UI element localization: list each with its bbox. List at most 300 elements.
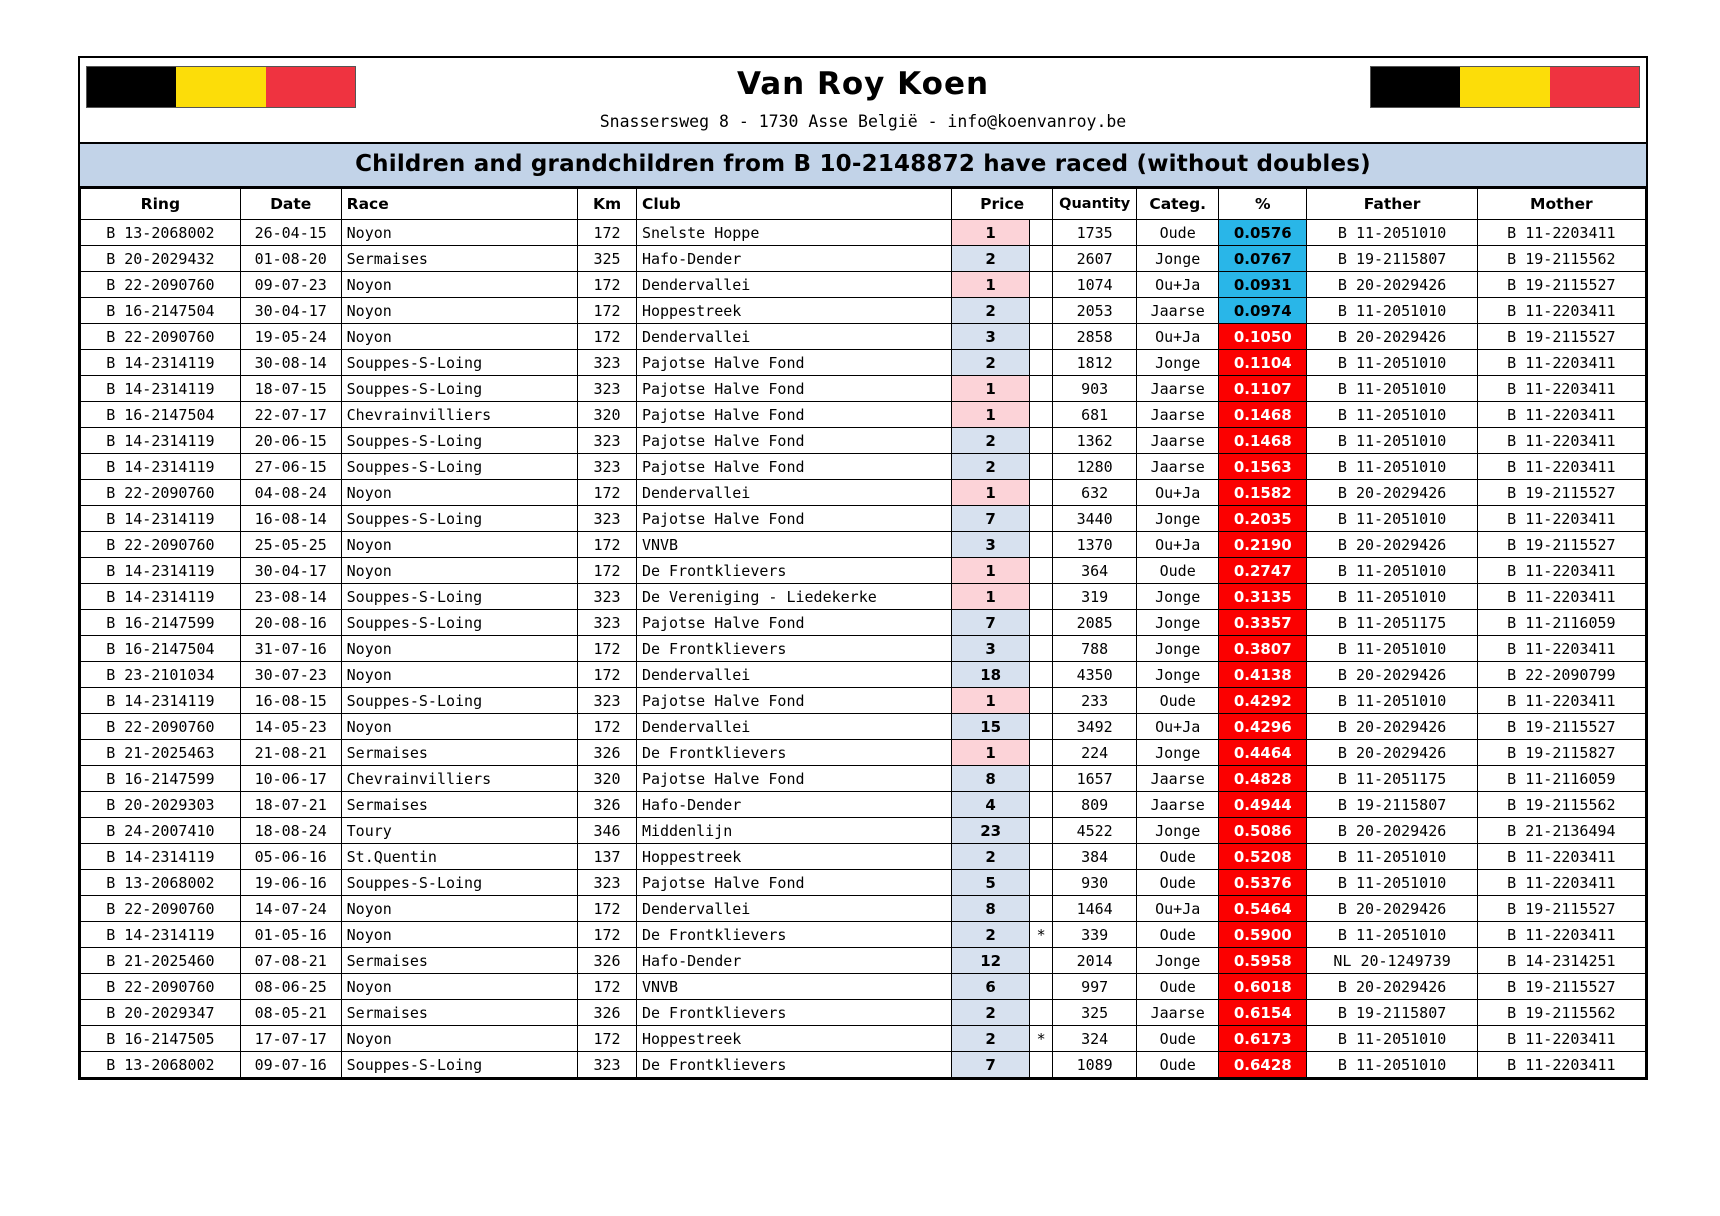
cell-date: 27-06-15 bbox=[240, 454, 341, 480]
cell-date: 18-07-21 bbox=[240, 792, 341, 818]
cell-km: 172 bbox=[578, 558, 637, 584]
table-row bbox=[81, 246, 1646, 272]
cell-club: Hafo-Dender bbox=[636, 948, 951, 974]
cell-ring: B 14-2314119 bbox=[81, 428, 241, 454]
cell-star bbox=[1030, 324, 1053, 350]
cell-club: Pajotse Halve Fond bbox=[636, 688, 951, 714]
cell-percent: 0.4296 bbox=[1219, 714, 1307, 740]
cell-mother: B 19-2115527 bbox=[1477, 896, 1645, 922]
cell-father: B 11-2051010 bbox=[1307, 376, 1477, 402]
cell-date: 20-06-15 bbox=[240, 428, 341, 454]
cell-categ: Oude bbox=[1137, 1052, 1219, 1078]
cell-categ: Jonge bbox=[1137, 636, 1219, 662]
cell-ring: B 14-2314119 bbox=[81, 584, 241, 610]
cell-km: 172 bbox=[578, 298, 637, 324]
table-row bbox=[81, 532, 1646, 558]
cell-date: 09-07-23 bbox=[240, 272, 341, 298]
cell-percent: 0.0974 bbox=[1219, 298, 1307, 324]
cell-percent: 0.1468 bbox=[1219, 402, 1307, 428]
cell-categ: Jaarse bbox=[1137, 428, 1219, 454]
cell-percent: 0.6154 bbox=[1219, 1000, 1307, 1026]
cell-club: Hoppestreek bbox=[636, 1026, 951, 1052]
table-row bbox=[81, 480, 1646, 506]
cell-star bbox=[1030, 1052, 1053, 1078]
cell-categ: Oude bbox=[1137, 220, 1219, 246]
cell-price: 2 bbox=[952, 428, 1030, 454]
cell-club: De Frontklievers bbox=[636, 922, 951, 948]
cell-price: 3 bbox=[952, 532, 1030, 558]
cell-mother: B 19-2115527 bbox=[1477, 272, 1645, 298]
cell-mother: B 19-2115527 bbox=[1477, 714, 1645, 740]
cell-father: B 11-2051010 bbox=[1307, 454, 1477, 480]
table-row bbox=[81, 454, 1646, 480]
cell-star bbox=[1030, 792, 1053, 818]
cell-quantity: 4522 bbox=[1053, 818, 1137, 844]
cell-percent: 0.5208 bbox=[1219, 844, 1307, 870]
cell-father: NL 20-1249739 bbox=[1307, 948, 1477, 974]
cell-quantity: 364 bbox=[1053, 558, 1137, 584]
cell-mother: B 19-2115527 bbox=[1477, 480, 1645, 506]
cell-date: 31-07-16 bbox=[240, 636, 341, 662]
cell-percent: 0.1468 bbox=[1219, 428, 1307, 454]
column-header-date: Date bbox=[240, 189, 341, 220]
cell-mother: B 11-2203411 bbox=[1477, 558, 1645, 584]
cell-father: B 20-2029426 bbox=[1307, 324, 1477, 350]
cell-categ: Jonge bbox=[1137, 610, 1219, 636]
cell-race: Noyon bbox=[341, 558, 577, 584]
cell-father: B 11-2051010 bbox=[1307, 1026, 1477, 1052]
cell-quantity: 233 bbox=[1053, 688, 1137, 714]
cell-date: 25-05-25 bbox=[240, 532, 341, 558]
cell-price: 2 bbox=[952, 246, 1030, 272]
cell-star bbox=[1030, 480, 1053, 506]
cell-race: Noyon bbox=[341, 714, 577, 740]
column-header-mother: Mother bbox=[1477, 189, 1645, 220]
cell-percent: 0.0767 bbox=[1219, 246, 1307, 272]
cell-club: Dendervallei bbox=[636, 896, 951, 922]
cell-date: 09-07-16 bbox=[240, 1052, 341, 1078]
cell-star bbox=[1030, 844, 1053, 870]
cell-percent: 0.5958 bbox=[1219, 948, 1307, 974]
cell-father: B 11-2051010 bbox=[1307, 1052, 1477, 1078]
table-row bbox=[81, 610, 1646, 636]
cell-mother: B 19-2115562 bbox=[1477, 1000, 1645, 1026]
column-header-father: Father bbox=[1307, 189, 1477, 220]
cell-percent: 0.4944 bbox=[1219, 792, 1307, 818]
cell-quantity: 339 bbox=[1053, 922, 1137, 948]
cell-race: Sermaises bbox=[341, 1000, 577, 1026]
cell-price: 2 bbox=[952, 1026, 1030, 1052]
cell-father: B 20-2029426 bbox=[1307, 818, 1477, 844]
table-row bbox=[81, 272, 1646, 298]
cell-club: De Frontklievers bbox=[636, 558, 951, 584]
column-header-quantity: Quantity bbox=[1053, 189, 1137, 220]
cell-km: 326 bbox=[578, 948, 637, 974]
table-row bbox=[81, 896, 1646, 922]
cell-club: Pajotse Halve Fond bbox=[636, 870, 951, 896]
cell-km: 326 bbox=[578, 792, 637, 818]
cell-ring: B 22-2090760 bbox=[81, 324, 241, 350]
cell-race: St.Quentin bbox=[341, 844, 577, 870]
column-header-categ: Categ. bbox=[1137, 189, 1219, 220]
cell-percent: 0.3807 bbox=[1219, 636, 1307, 662]
cell-star bbox=[1030, 974, 1053, 1000]
cell-father: B 11-2051010 bbox=[1307, 844, 1477, 870]
cell-km: 172 bbox=[578, 714, 637, 740]
cell-price: 1 bbox=[952, 402, 1030, 428]
cell-father: B 11-2051010 bbox=[1307, 870, 1477, 896]
cell-date: 14-05-23 bbox=[240, 714, 341, 740]
cell-star bbox=[1030, 220, 1053, 246]
table-row bbox=[81, 1000, 1646, 1026]
cell-date: 30-08-14 bbox=[240, 350, 341, 376]
cell-club: VNVB bbox=[636, 532, 951, 558]
cell-ring: B 22-2090760 bbox=[81, 896, 241, 922]
cell-father: B 19-2115807 bbox=[1307, 246, 1477, 272]
races-table bbox=[80, 188, 1646, 1078]
cell-father: B 20-2029426 bbox=[1307, 532, 1477, 558]
table-row bbox=[81, 662, 1646, 688]
cell-quantity: 384 bbox=[1053, 844, 1137, 870]
cell-race: Noyon bbox=[341, 974, 577, 1000]
table-row bbox=[81, 870, 1646, 896]
table-row bbox=[81, 974, 1646, 1000]
cell-mother: B 11-2203411 bbox=[1477, 350, 1645, 376]
cell-star bbox=[1030, 350, 1053, 376]
cell-mother: B 11-2203411 bbox=[1477, 298, 1645, 324]
cell-quantity: 1657 bbox=[1053, 766, 1137, 792]
cell-mother: B 21-2136494 bbox=[1477, 818, 1645, 844]
cell-mother: B 11-2203411 bbox=[1477, 1026, 1645, 1052]
cell-quantity: 324 bbox=[1053, 1026, 1137, 1052]
cell-race: Souppes-S-Loing bbox=[341, 454, 577, 480]
cell-price: 18 bbox=[952, 662, 1030, 688]
cell-mother: B 14-2314251 bbox=[1477, 948, 1645, 974]
cell-price: 1 bbox=[952, 584, 1030, 610]
cell-ring: B 22-2090760 bbox=[81, 974, 241, 1000]
cell-date: 10-06-17 bbox=[240, 766, 341, 792]
cell-km: 323 bbox=[578, 454, 637, 480]
cell-price: 2 bbox=[952, 844, 1030, 870]
cell-mother: B 11-2203411 bbox=[1477, 584, 1645, 610]
cell-ring: B 14-2314119 bbox=[81, 454, 241, 480]
cell-mother: B 19-2115527 bbox=[1477, 974, 1645, 1000]
table-row bbox=[81, 402, 1646, 428]
cell-race: Noyon bbox=[341, 1026, 577, 1052]
cell-quantity: 997 bbox=[1053, 974, 1137, 1000]
cell-star bbox=[1030, 454, 1053, 480]
cell-ring: B 14-2314119 bbox=[81, 350, 241, 376]
cell-categ: Jonge bbox=[1137, 506, 1219, 532]
cell-father: B 11-2051010 bbox=[1307, 558, 1477, 584]
cell-club: De Vereniging - Liedekerke bbox=[636, 584, 951, 610]
cell-ring: B 20-2029432 bbox=[81, 246, 241, 272]
cell-race: Souppes-S-Loing bbox=[341, 1052, 577, 1078]
cell-club: Pajotse Halve Fond bbox=[636, 610, 951, 636]
cell-categ: Oude bbox=[1137, 974, 1219, 1000]
cell-ring: B 16-2147599 bbox=[81, 766, 241, 792]
cell-race: Noyon bbox=[341, 532, 577, 558]
cell-father: B 11-2051010 bbox=[1307, 350, 1477, 376]
cell-date: 16-08-15 bbox=[240, 688, 341, 714]
cell-price: 1 bbox=[952, 272, 1030, 298]
cell-club: Dendervallei bbox=[636, 480, 951, 506]
cell-km: 172 bbox=[578, 662, 637, 688]
table-header-row bbox=[81, 189, 1646, 220]
cell-date: 26-04-15 bbox=[240, 220, 341, 246]
cell-club: Dendervallei bbox=[636, 714, 951, 740]
cell-ring: B 16-2147599 bbox=[81, 610, 241, 636]
cell-percent: 0.1050 bbox=[1219, 324, 1307, 350]
cell-club: Dendervallei bbox=[636, 324, 951, 350]
cell-price: 2 bbox=[952, 298, 1030, 324]
cell-race: Souppes-S-Loing bbox=[341, 610, 577, 636]
cell-percent: 0.6173 bbox=[1219, 1026, 1307, 1052]
cell-categ: Oude bbox=[1137, 870, 1219, 896]
cell-mother: B 11-2203411 bbox=[1477, 506, 1645, 532]
cell-mother: B 19-2115527 bbox=[1477, 532, 1645, 558]
cell-race: Souppes-S-Loing bbox=[341, 688, 577, 714]
cell-club: Middenlijn bbox=[636, 818, 951, 844]
cell-quantity: 903 bbox=[1053, 376, 1137, 402]
cell-quantity: 2053 bbox=[1053, 298, 1137, 324]
cell-percent: 0.5086 bbox=[1219, 818, 1307, 844]
cell-race: Noyon bbox=[341, 922, 577, 948]
cell-date: 14-07-24 bbox=[240, 896, 341, 922]
cell-date: 21-08-21 bbox=[240, 740, 341, 766]
cell-percent: 0.0931 bbox=[1219, 272, 1307, 298]
cell-star bbox=[1030, 532, 1053, 558]
cell-star bbox=[1030, 870, 1053, 896]
cell-star bbox=[1030, 948, 1053, 974]
cell-club: Dendervallei bbox=[636, 272, 951, 298]
cell-km: 172 bbox=[578, 974, 637, 1000]
cell-ring: B 20-2029303 bbox=[81, 792, 241, 818]
cell-father: B 20-2029426 bbox=[1307, 662, 1477, 688]
page-title: Van Roy Koen bbox=[736, 66, 990, 102]
cell-star bbox=[1030, 402, 1053, 428]
column-header-club: Club bbox=[636, 189, 951, 220]
cell-star bbox=[1030, 818, 1053, 844]
cell-percent: 0.5900 bbox=[1219, 922, 1307, 948]
cell-date: 19-05-24 bbox=[240, 324, 341, 350]
cell-price: 8 bbox=[952, 766, 1030, 792]
cell-mother: B 11-2116059 bbox=[1477, 766, 1645, 792]
cell-father: B 20-2029426 bbox=[1307, 714, 1477, 740]
cell-quantity: 632 bbox=[1053, 480, 1137, 506]
cell-date: 16-08-14 bbox=[240, 506, 341, 532]
cell-km: 323 bbox=[578, 376, 637, 402]
cell-father: B 20-2029426 bbox=[1307, 974, 1477, 1000]
cell-percent: 0.3357 bbox=[1219, 610, 1307, 636]
cell-mother: B 11-2203411 bbox=[1477, 402, 1645, 428]
cell-quantity: 1089 bbox=[1053, 1052, 1137, 1078]
cell-price: 8 bbox=[952, 896, 1030, 922]
cell-price: 3 bbox=[952, 636, 1030, 662]
cell-ring: B 14-2314119 bbox=[81, 922, 241, 948]
cell-star bbox=[1030, 1000, 1053, 1026]
cell-club: VNVB bbox=[636, 974, 951, 1000]
cell-km: 172 bbox=[578, 532, 637, 558]
cell-race: Sermaises bbox=[341, 792, 577, 818]
cell-ring: B 13-2068002 bbox=[81, 870, 241, 896]
table-row bbox=[81, 792, 1646, 818]
cell-percent: 0.1563 bbox=[1219, 454, 1307, 480]
cell-star bbox=[1030, 662, 1053, 688]
cell-quantity: 3440 bbox=[1053, 506, 1137, 532]
cell-quantity: 1370 bbox=[1053, 532, 1137, 558]
cell-race: Souppes-S-Loing bbox=[341, 428, 577, 454]
table-row bbox=[81, 948, 1646, 974]
cell-km: 172 bbox=[578, 636, 637, 662]
cell-ring: B 16-2147505 bbox=[81, 1026, 241, 1052]
cell-father: B 11-2051010 bbox=[1307, 506, 1477, 532]
cell-star bbox=[1030, 688, 1053, 714]
cell-km: 325 bbox=[578, 246, 637, 272]
cell-race: Noyon bbox=[341, 636, 577, 662]
cell-km: 320 bbox=[578, 766, 637, 792]
cell-categ: Jaarse bbox=[1137, 792, 1219, 818]
cell-percent: 0.4828 bbox=[1219, 766, 1307, 792]
cell-quantity: 788 bbox=[1053, 636, 1137, 662]
cell-father: B 20-2029426 bbox=[1307, 740, 1477, 766]
cell-percent: 0.4292 bbox=[1219, 688, 1307, 714]
cell-father: B 19-2115807 bbox=[1307, 1000, 1477, 1026]
cell-club: Dendervallei bbox=[636, 662, 951, 688]
cell-race: Souppes-S-Loing bbox=[341, 584, 577, 610]
cell-quantity: 2014 bbox=[1053, 948, 1137, 974]
cell-race: Souppes-S-Loing bbox=[341, 506, 577, 532]
cell-date: 08-05-21 bbox=[240, 1000, 341, 1026]
cell-club: Pajotse Halve Fond bbox=[636, 766, 951, 792]
cell-km: 172 bbox=[578, 480, 637, 506]
cell-quantity: 3492 bbox=[1053, 714, 1137, 740]
cell-categ: Oude bbox=[1137, 922, 1219, 948]
cell-percent: 0.2747 bbox=[1219, 558, 1307, 584]
cell-mother: B 19-2115562 bbox=[1477, 246, 1645, 272]
cell-categ: Jonge bbox=[1137, 584, 1219, 610]
cell-km: 323 bbox=[578, 1052, 637, 1078]
cell-mother: B 11-2203411 bbox=[1477, 220, 1645, 246]
report-header bbox=[80, 58, 1646, 144]
cell-star bbox=[1030, 896, 1053, 922]
cell-mother: B 11-2203411 bbox=[1477, 454, 1645, 480]
cell-club: Pajotse Halve Fond bbox=[636, 376, 951, 402]
cell-quantity: 2858 bbox=[1053, 324, 1137, 350]
cell-percent: 0.6018 bbox=[1219, 974, 1307, 1000]
cell-club: Pajotse Halve Fond bbox=[636, 428, 951, 454]
cell-date: 18-08-24 bbox=[240, 818, 341, 844]
cell-ring: B 21-2025460 bbox=[81, 948, 241, 974]
cell-quantity: 1735 bbox=[1053, 220, 1137, 246]
cell-categ: Jaarse bbox=[1137, 1000, 1219, 1026]
cell-km: 320 bbox=[578, 402, 637, 428]
cell-price: 6 bbox=[952, 974, 1030, 1000]
cell-date: 19-06-16 bbox=[240, 870, 341, 896]
cell-father: B 20-2029426 bbox=[1307, 272, 1477, 298]
report-sheet bbox=[78, 56, 1648, 1080]
cell-price: 12 bbox=[952, 948, 1030, 974]
cell-km: 172 bbox=[578, 324, 637, 350]
cell-club: De Frontklievers bbox=[636, 1052, 951, 1078]
table-row bbox=[81, 688, 1646, 714]
belgian-flag-left-icon bbox=[86, 66, 356, 108]
cell-race: Noyon bbox=[341, 896, 577, 922]
cell-categ: Oude bbox=[1137, 1026, 1219, 1052]
cell-club: Hoppestreek bbox=[636, 844, 951, 870]
cell-categ: Oude bbox=[1137, 844, 1219, 870]
cell-club: Pajotse Halve Fond bbox=[636, 402, 951, 428]
cell-quantity: 224 bbox=[1053, 740, 1137, 766]
cell-ring: B 13-2068002 bbox=[81, 220, 241, 246]
cell-categ: Jonge bbox=[1137, 740, 1219, 766]
table-row bbox=[81, 428, 1646, 454]
table-row bbox=[81, 714, 1646, 740]
cell-price: 1 bbox=[952, 220, 1030, 246]
cell-categ: Ou+Ja bbox=[1137, 896, 1219, 922]
cell-quantity: 1362 bbox=[1053, 428, 1137, 454]
cell-club: Pajotse Halve Fond bbox=[636, 506, 951, 532]
cell-star bbox=[1030, 740, 1053, 766]
cell-percent: 0.4138 bbox=[1219, 662, 1307, 688]
cell-date: 04-08-24 bbox=[240, 480, 341, 506]
cell-club: Snelste Hoppe bbox=[636, 220, 951, 246]
cell-categ: Ou+Ja bbox=[1137, 532, 1219, 558]
cell-price: 2 bbox=[952, 454, 1030, 480]
cell-percent: 0.0576 bbox=[1219, 220, 1307, 246]
table-row bbox=[81, 844, 1646, 870]
cell-club: Hafo-Dender bbox=[636, 246, 951, 272]
cell-ring: B 23-2101034 bbox=[81, 662, 241, 688]
table-row bbox=[81, 220, 1646, 246]
cell-mother: B 19-2115527 bbox=[1477, 324, 1645, 350]
cell-categ: Jaarse bbox=[1137, 402, 1219, 428]
cell-price: 2 bbox=[952, 922, 1030, 948]
cell-race: Souppes-S-Loing bbox=[341, 376, 577, 402]
cell-race: Toury bbox=[341, 818, 577, 844]
cell-mother: B 19-2115562 bbox=[1477, 792, 1645, 818]
table-row bbox=[81, 376, 1646, 402]
cell-star: * bbox=[1030, 1026, 1053, 1052]
cell-quantity: 2085 bbox=[1053, 610, 1137, 636]
cell-date: 20-08-16 bbox=[240, 610, 341, 636]
cell-mother: B 22-2090799 bbox=[1477, 662, 1645, 688]
cell-mother: B 11-2203411 bbox=[1477, 844, 1645, 870]
cell-mother: B 11-2203411 bbox=[1477, 428, 1645, 454]
page-subtitle: Snassersweg 8 - 1730 Asse België - info@koenvanroy.be bbox=[599, 112, 1127, 131]
cell-km: 326 bbox=[578, 740, 637, 766]
cell-quantity: 1280 bbox=[1053, 454, 1137, 480]
cell-km: 323 bbox=[578, 506, 637, 532]
cell-km: 346 bbox=[578, 818, 637, 844]
cell-km: 323 bbox=[578, 610, 637, 636]
cell-percent: 0.5376 bbox=[1219, 870, 1307, 896]
cell-star: * bbox=[1030, 922, 1053, 948]
cell-quantity: 325 bbox=[1053, 1000, 1137, 1026]
cell-km: 323 bbox=[578, 688, 637, 714]
cell-star bbox=[1030, 584, 1053, 610]
cell-price: 2 bbox=[952, 1000, 1030, 1026]
cell-percent: 0.2035 bbox=[1219, 506, 1307, 532]
cell-ring: B 13-2068002 bbox=[81, 1052, 241, 1078]
cell-star bbox=[1030, 610, 1053, 636]
cell-father: B 11-2051010 bbox=[1307, 428, 1477, 454]
cell-club: De Frontklievers bbox=[636, 636, 951, 662]
cell-race: Noyon bbox=[341, 324, 577, 350]
cell-percent: 0.1104 bbox=[1219, 350, 1307, 376]
cell-price: 1 bbox=[952, 376, 1030, 402]
cell-quantity: 809 bbox=[1053, 792, 1137, 818]
